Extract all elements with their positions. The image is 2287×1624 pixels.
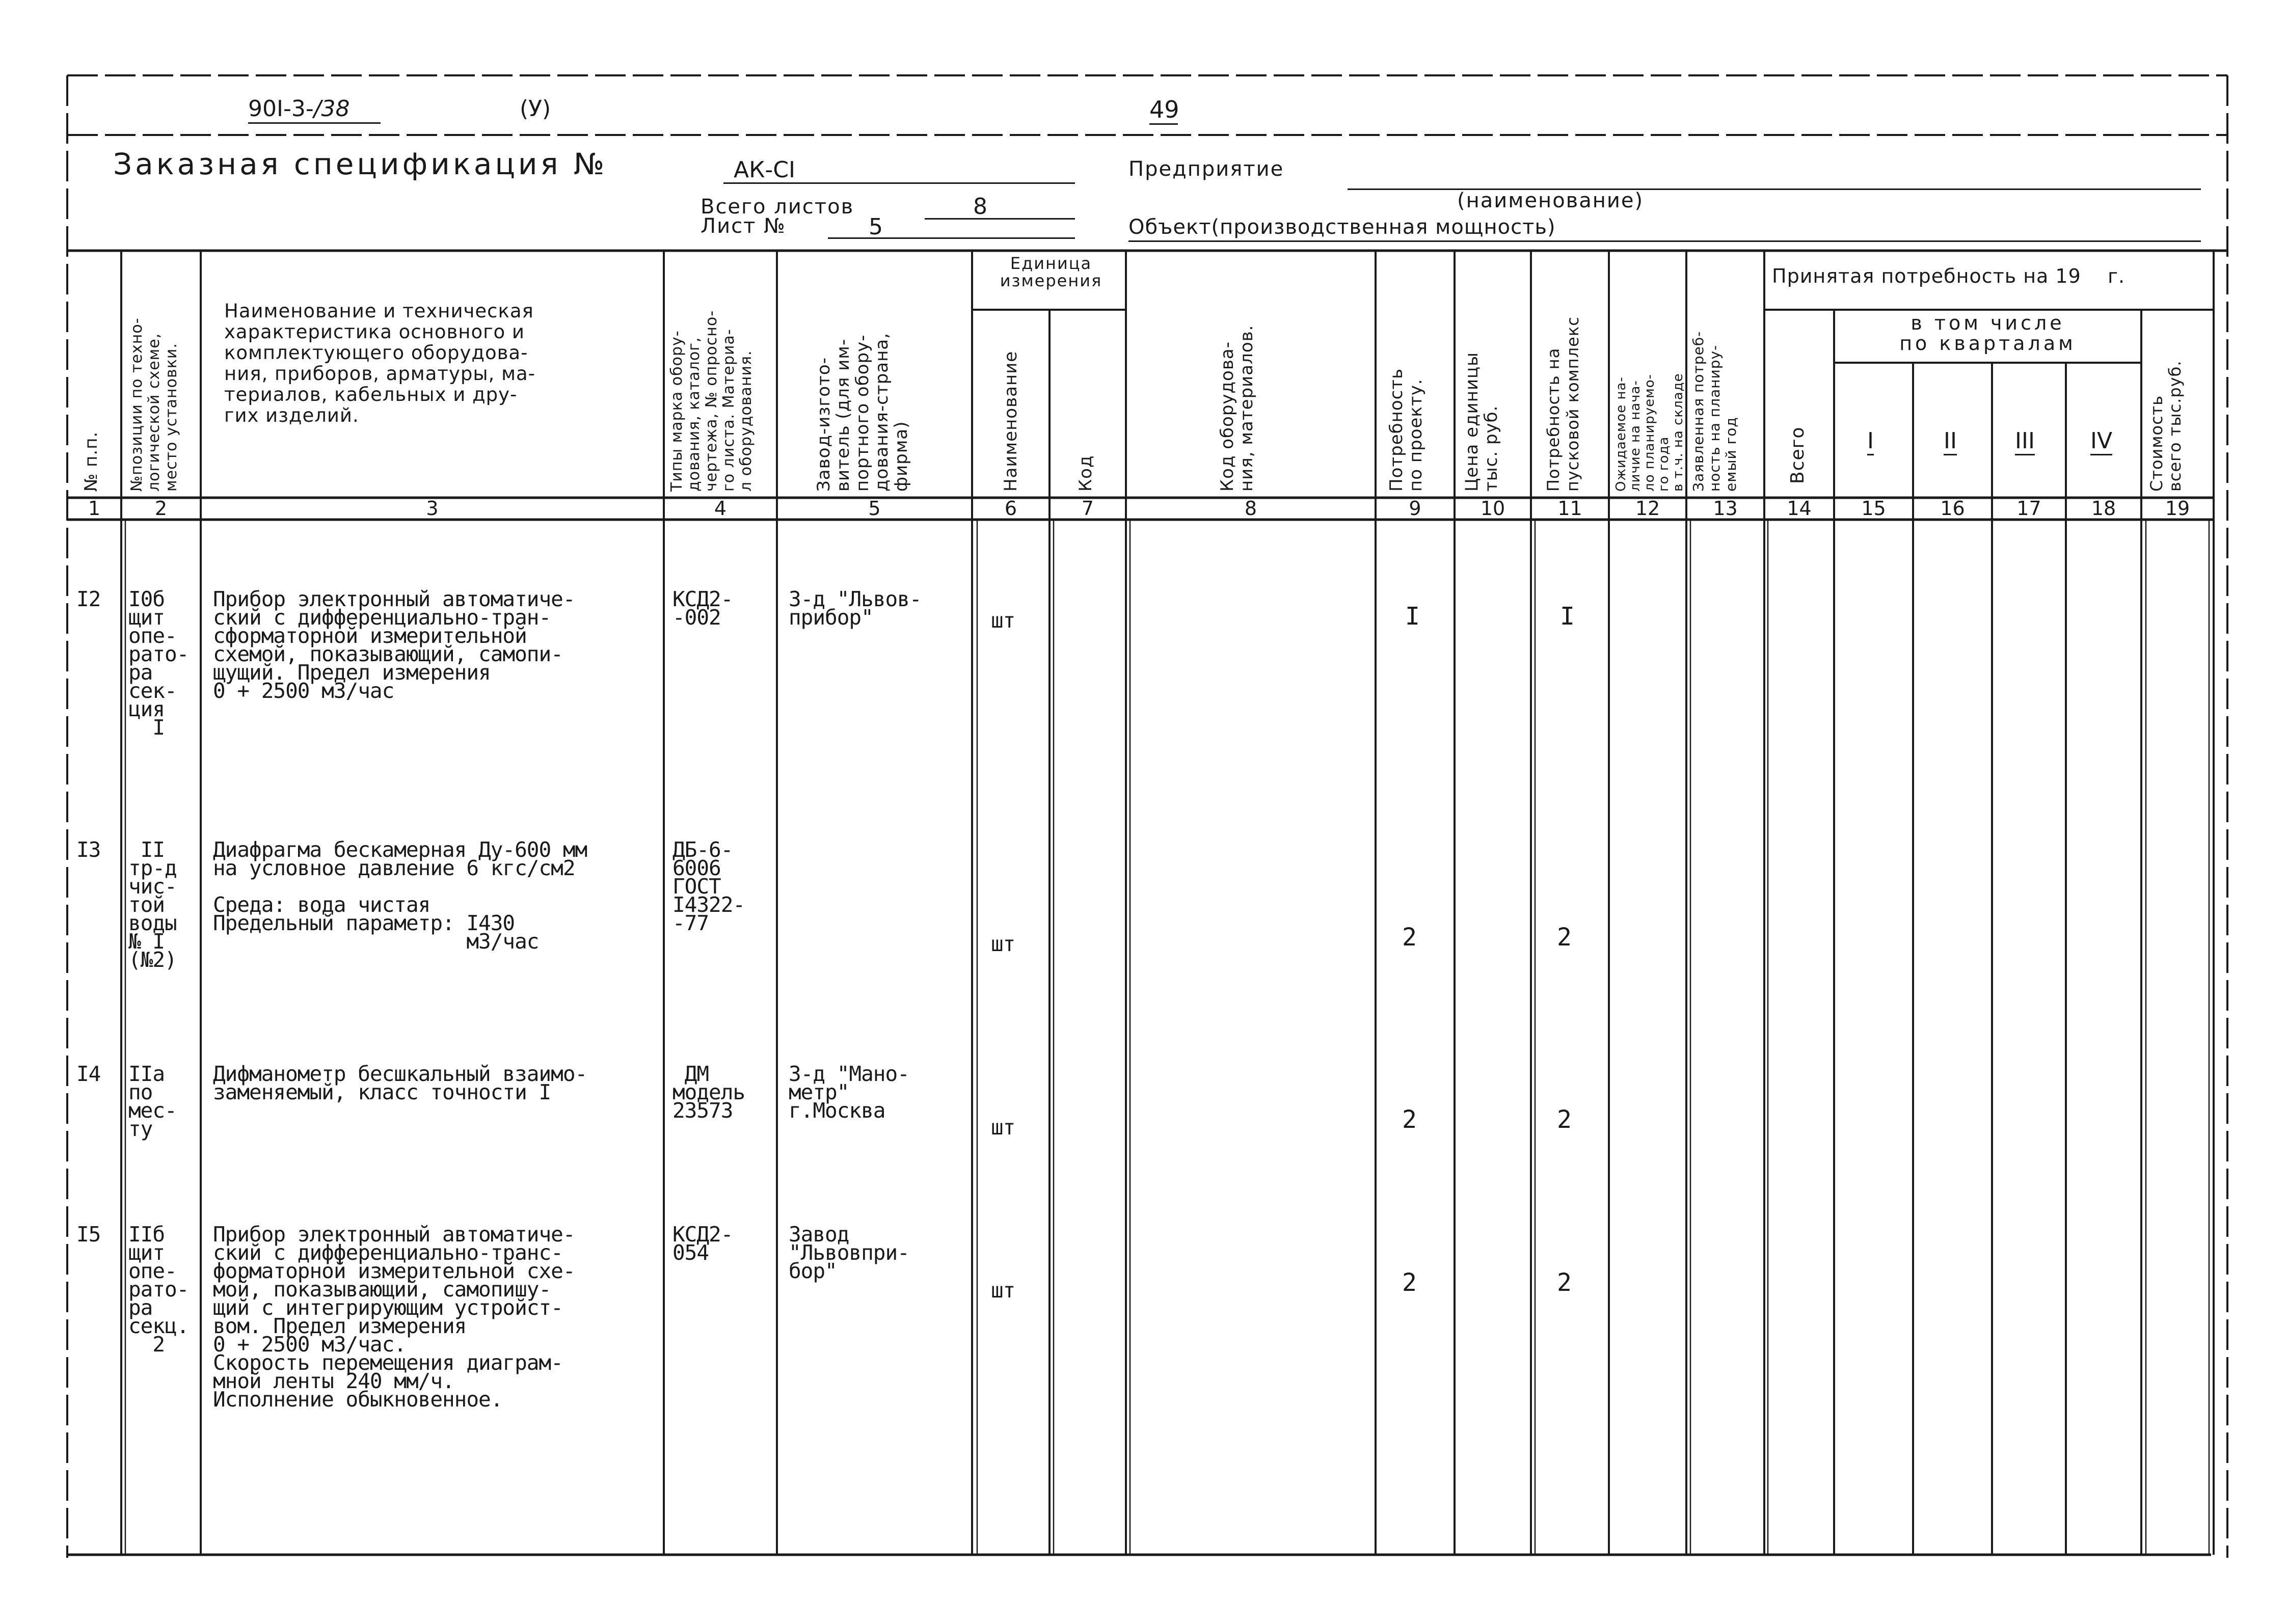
col-header-7: Код: [1075, 455, 1096, 492]
col-header-13: Заявленная потреб- ность на планиру- емый год: [1690, 331, 1739, 492]
col-header-q4: IV: [2090, 428, 2112, 455]
column-number-8: 8: [1244, 497, 1257, 520]
object-line: [1128, 240, 2201, 242]
column-number-6: 6: [1004, 497, 1017, 520]
row-type: КСД2- 054: [672, 1222, 733, 1265]
row-type: КСД2- -002: [672, 587, 733, 630]
col-header-11: Потребность на пусковой комплекс: [1544, 316, 1582, 492]
sheet-label: Лист №: [701, 214, 786, 238]
col-header-14: Всего: [1787, 426, 1808, 484]
col-header-5: Завод-изгото- витель (для им- портного обору- дования-страна, фирма): [814, 332, 911, 492]
col-header-8: Код оборудова- ния, материалов.: [1217, 324, 1257, 492]
column-number-5: 5: [868, 497, 881, 520]
column-number-13: 13: [1713, 497, 1738, 520]
col-header-10: Цена единицы тыс. руб.: [1462, 351, 1501, 492]
col-header-q1: I: [1867, 428, 1874, 455]
row-number: I4: [76, 1062, 101, 1086]
sheets-total-underline: [925, 218, 1075, 220]
row-type: ДБ-6- 6006 ГОСТ I4322- -77: [672, 837, 745, 935]
doc-variant: (У): [520, 96, 551, 122]
col-header-q3: III: [2015, 428, 2035, 455]
column-number-16: 16: [1940, 497, 1965, 520]
spec-title: Заказная спецификация №: [113, 147, 608, 181]
row-position: IIб щит опе- рато- ра секц. 2: [128, 1222, 189, 1357]
naming-label: (наименование): [1457, 189, 1644, 212]
spec-number: АК-СI: [734, 157, 795, 183]
row-need: 2: [1402, 1268, 1416, 1297]
column-number-14: 14: [1787, 497, 1812, 520]
row-maker: З-д "Мано- метр" г.Москва: [789, 1062, 909, 1123]
column-number-17: 17: [2016, 497, 2041, 520]
col-header-2: №позиции по техно- логической схеме, место установки.: [128, 317, 180, 492]
row-number: I5: [76, 1222, 101, 1247]
col-header-6: Наименование: [1001, 350, 1021, 492]
row-maker: Завод "Львовпри- бор": [789, 1222, 909, 1283]
row-need: 2: [1402, 1105, 1416, 1134]
sheets-total-value: 8: [973, 194, 987, 220]
row-number: I2: [76, 587, 101, 611]
enterprise-label: Предприятие: [1128, 157, 1284, 181]
page-number-underline: [1149, 123, 1178, 125]
row-maker: З-д "Львов- прибор": [789, 587, 922, 630]
page-number: 49: [1149, 96, 1179, 123]
row-position: I0б щит опе- рато- ра сек- ция I: [128, 587, 189, 740]
doc-code-suffix: /38: [313, 96, 350, 122]
row-description: Прибор электронный автоматиче- ский с дифференциально-тран- сформаторной измерительной схемой, показывающий, самопи- щущий. Предел измерения 0 + 2500 м3/час: [213, 587, 575, 703]
column-number-9: 9: [1409, 497, 1421, 520]
column-number-18: 18: [2091, 497, 2116, 520]
row-need: 2: [1402, 923, 1416, 952]
object-label: Объект(производственная мощность): [1128, 215, 1556, 239]
column-number-4: 4: [714, 497, 727, 520]
doc-code: [248, 96, 350, 122]
doc-code-underline: [248, 122, 381, 124]
row-start-complex: I: [1560, 602, 1574, 631]
doc-code-base: 90I-3-: [248, 96, 314, 122]
row-description: Диафрагма бескамерная Ду-600 мм на условное давление 6 кгс/см2 Среда: вода чистая Предельный параметр: I430 м3/час: [213, 837, 587, 954]
col-header-1: № п.п.: [81, 431, 101, 492]
col-header-accepted-group: Принятая потребность на 19 г.: [1772, 265, 2125, 287]
row-need: I: [1405, 602, 1419, 631]
column-number-3: 3: [426, 497, 439, 520]
row-position: II тр-д чис- той воды № I (№2): [128, 837, 177, 972]
col-header-q2: II: [1944, 428, 1957, 455]
sheets-total-label: Всего листов: [701, 195, 854, 219]
row-unit: шт: [991, 932, 1015, 956]
row-position: IIа по мес- ту: [128, 1062, 177, 1141]
row-start-complex: 2: [1557, 1268, 1571, 1297]
sheet-underline: [828, 237, 1075, 239]
row-number: I3: [76, 837, 101, 862]
row-unit: шт: [991, 608, 1015, 633]
column-number-19: 19: [2165, 497, 2190, 520]
row-description: Дифманометр бесшкальный взаимо- заменяемый, класс точности I: [213, 1062, 587, 1104]
spec-number-underline: [723, 182, 1075, 184]
column-number-12: 12: [1635, 497, 1660, 520]
column-number-1: 1: [88, 497, 101, 520]
column-number-11: 11: [1557, 497, 1582, 520]
col-header-3: Наименование и техническая характеристика основного и комплектующего оборудова- ния, приборов, арматуры, ма- териалов, кабельных и дру- гих изделий.: [224, 300, 536, 426]
row-start-complex: 2: [1557, 923, 1571, 952]
sheet-value: 5: [869, 214, 883, 240]
col-header-19: Стоимость всего тыс.руб.: [2147, 360, 2185, 492]
row-start-complex: 2: [1557, 1105, 1571, 1134]
col-header-4: Типы марка обору- дования, каталог, чертежа, № опросно- го листа. Материа- л оборудования.: [668, 310, 755, 492]
col-header-9: Потребность по проекту.: [1386, 368, 1426, 492]
row-unit: шт: [991, 1115, 1015, 1140]
row-description: Прибор электронный автоматиче- ский с дифференциально-транс- форматорной измерительной схе- мой, показывающий, самопишу- щий с интегрирующим устройст- вом. Предел измерения 0 + 2500 м3/час. Скорость перемещения диаграм- мной ленты 240 мм/ч. Исполнение обыкновенное.: [213, 1222, 575, 1412]
column-number-2: 2: [154, 497, 168, 520]
row-unit: шт: [991, 1278, 1015, 1303]
col-header-quarter-group: в том числе по кварталам: [1899, 312, 2076, 355]
column-number-15: 15: [1861, 497, 1886, 520]
column-number-7: 7: [1081, 497, 1094, 520]
col-header-12: Ожидаемое на- личие на нача- ло планируемо- го года в т.ч. на складе: [1613, 373, 1686, 492]
row-type: ДМ модель 23573: [672, 1062, 745, 1123]
column-number-10: 10: [1480, 497, 1505, 520]
col-header-unit-group: Единица измерения: [1000, 254, 1102, 290]
